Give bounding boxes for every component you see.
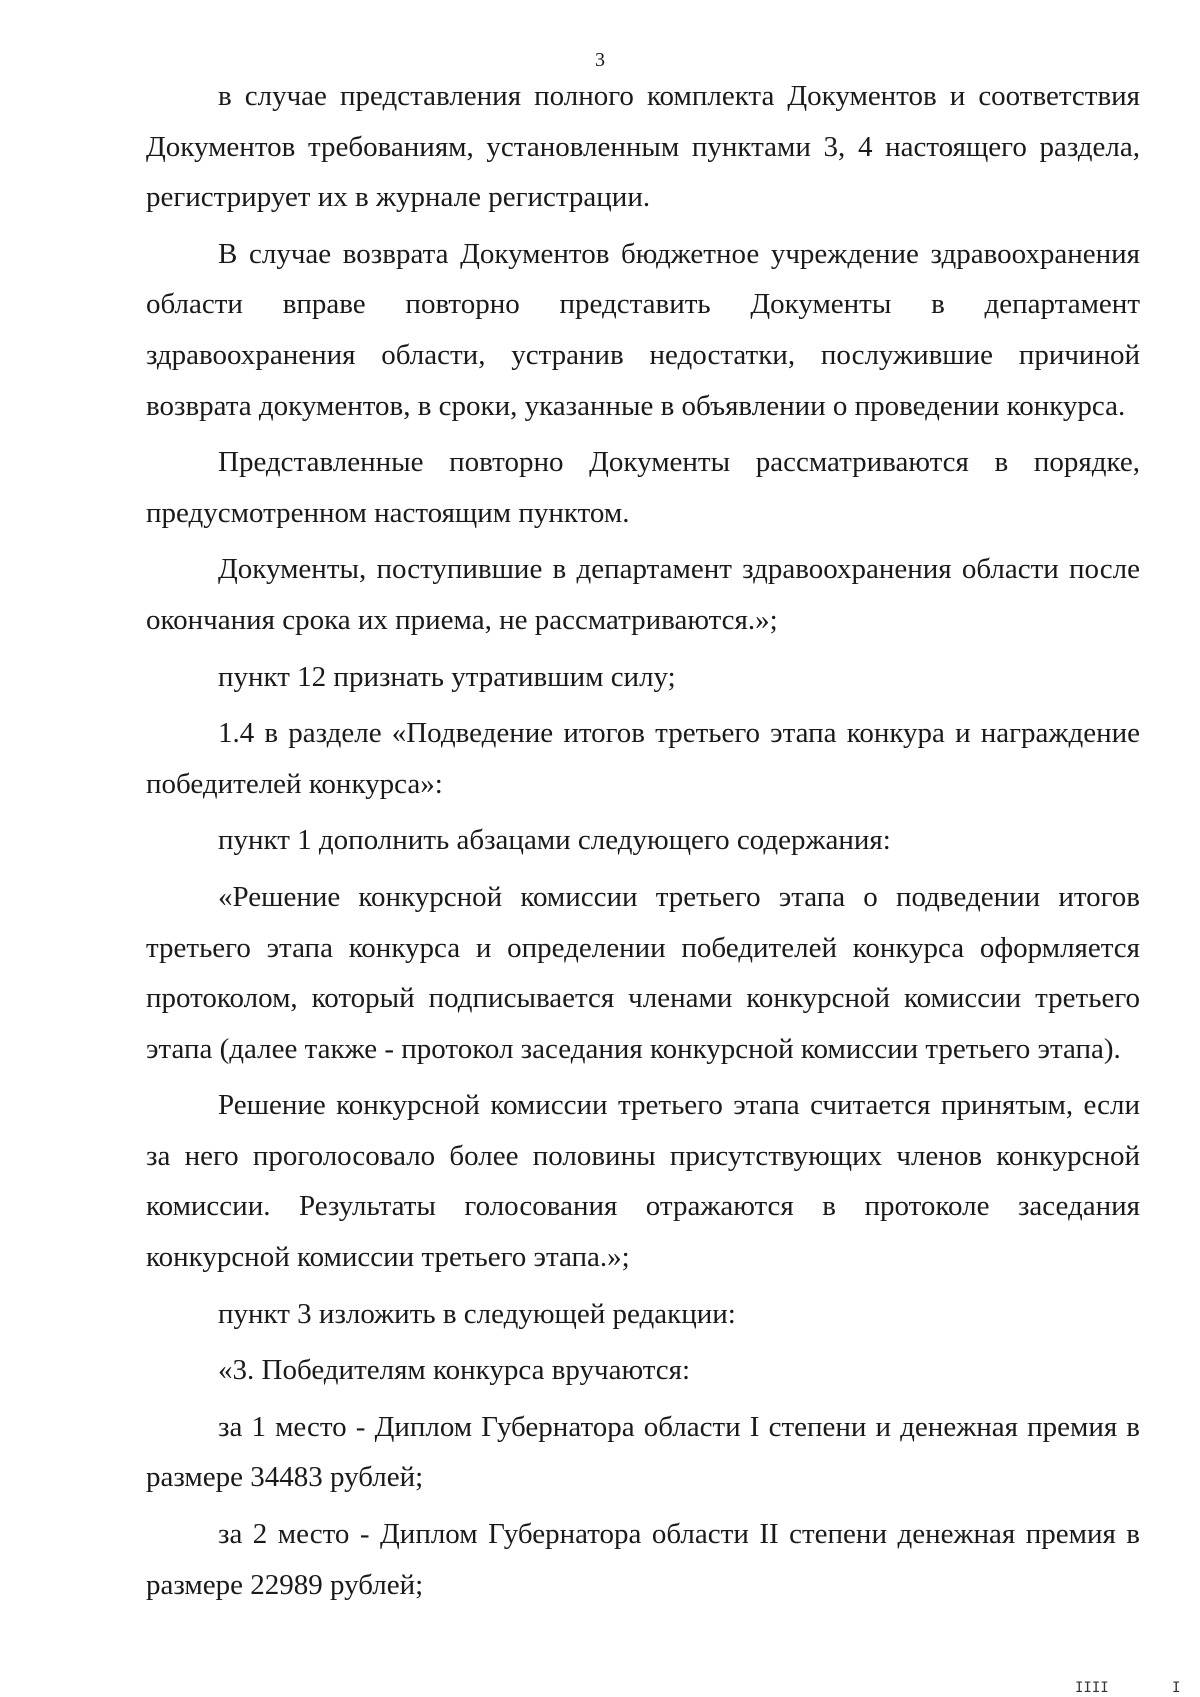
paragraph-item-1-addition: пункт 1 дополнить абзацами следующего содержания: xyxy=(218,824,891,857)
paragraph-winners-awards: «3. Победителям конкурса вручаются: xyxy=(218,1354,691,1387)
paragraph-section-1-4: 1.4 в разделе «Подведение итогов третьего этапа конкура и награждение победителей конкурса»: xyxy=(146,717,1140,800)
paragraph-registration: в случае представления полного комплекта Документов и соответствия Документов требованиям, установленным пунктами 3, 4 настоящего раздела, регистрирует их в журнале регистрации. xyxy=(146,80,1140,214)
paragraph-second-place: за 2 место - Диплом Губернатора области II степени денежная премия в размере 22989 рублей; xyxy=(146,1518,1140,1601)
scan-mark-right: I xyxy=(1172,1680,1181,1696)
page-number: 3 xyxy=(595,49,605,71)
paragraph-vote-result: Решение конкурсной комиссии третьего этапа считается принятым, если за него проголосовало более половины присутствующих членов конкурсной комиссии. Результаты голосования отражаются в протоколе заседания конкурсной комиссии третьего этапа.»; xyxy=(146,1089,1140,1274)
paragraph-first-place: за 1 место - Диплом Губернатора области I степени и денежная премия в размере 34483 рублей; xyxy=(146,1410,1140,1494)
document-body xyxy=(146,71,1140,1610)
paragraph-resubmitted-documents: Представленные повторно Документы рассматриваются в порядке, предусмотренном настоящим пунктом. xyxy=(146,446,1140,529)
paragraph-item-12: пункт 12 признать утратившим силу; xyxy=(218,660,676,693)
scan-mark-left: IIII xyxy=(1075,1680,1109,1696)
paragraph-late-documents: Документы, поступившие в департамент здравоохранения области после окончания срока их приема, не рассматриваются.»; xyxy=(146,553,1140,636)
paragraph-item-3: пункт 3 изложить в следующей редакции: xyxy=(218,1297,736,1330)
paragraph-document-return: В случае возврата Документов бюджетное учреждение здравоохранения области вправе повторно представить Документы в департамент здравоохранения области, устранив недостатки, послужившие причиной возврата документов, в сроки, указанные в объявлении о проведении конкурса. xyxy=(146,237,1140,422)
paragraph-commission-decision: «Решение конкурсной комиссии третьего этапа о подведении итогов третьего этапа конкурса и определении победителей конкурса оформляется протоколом, который подписывается членами конкурсной комиссии третьего этапа (далее также - протокол заседания конкурсной комиссии третьего этапа). xyxy=(146,880,1140,1065)
